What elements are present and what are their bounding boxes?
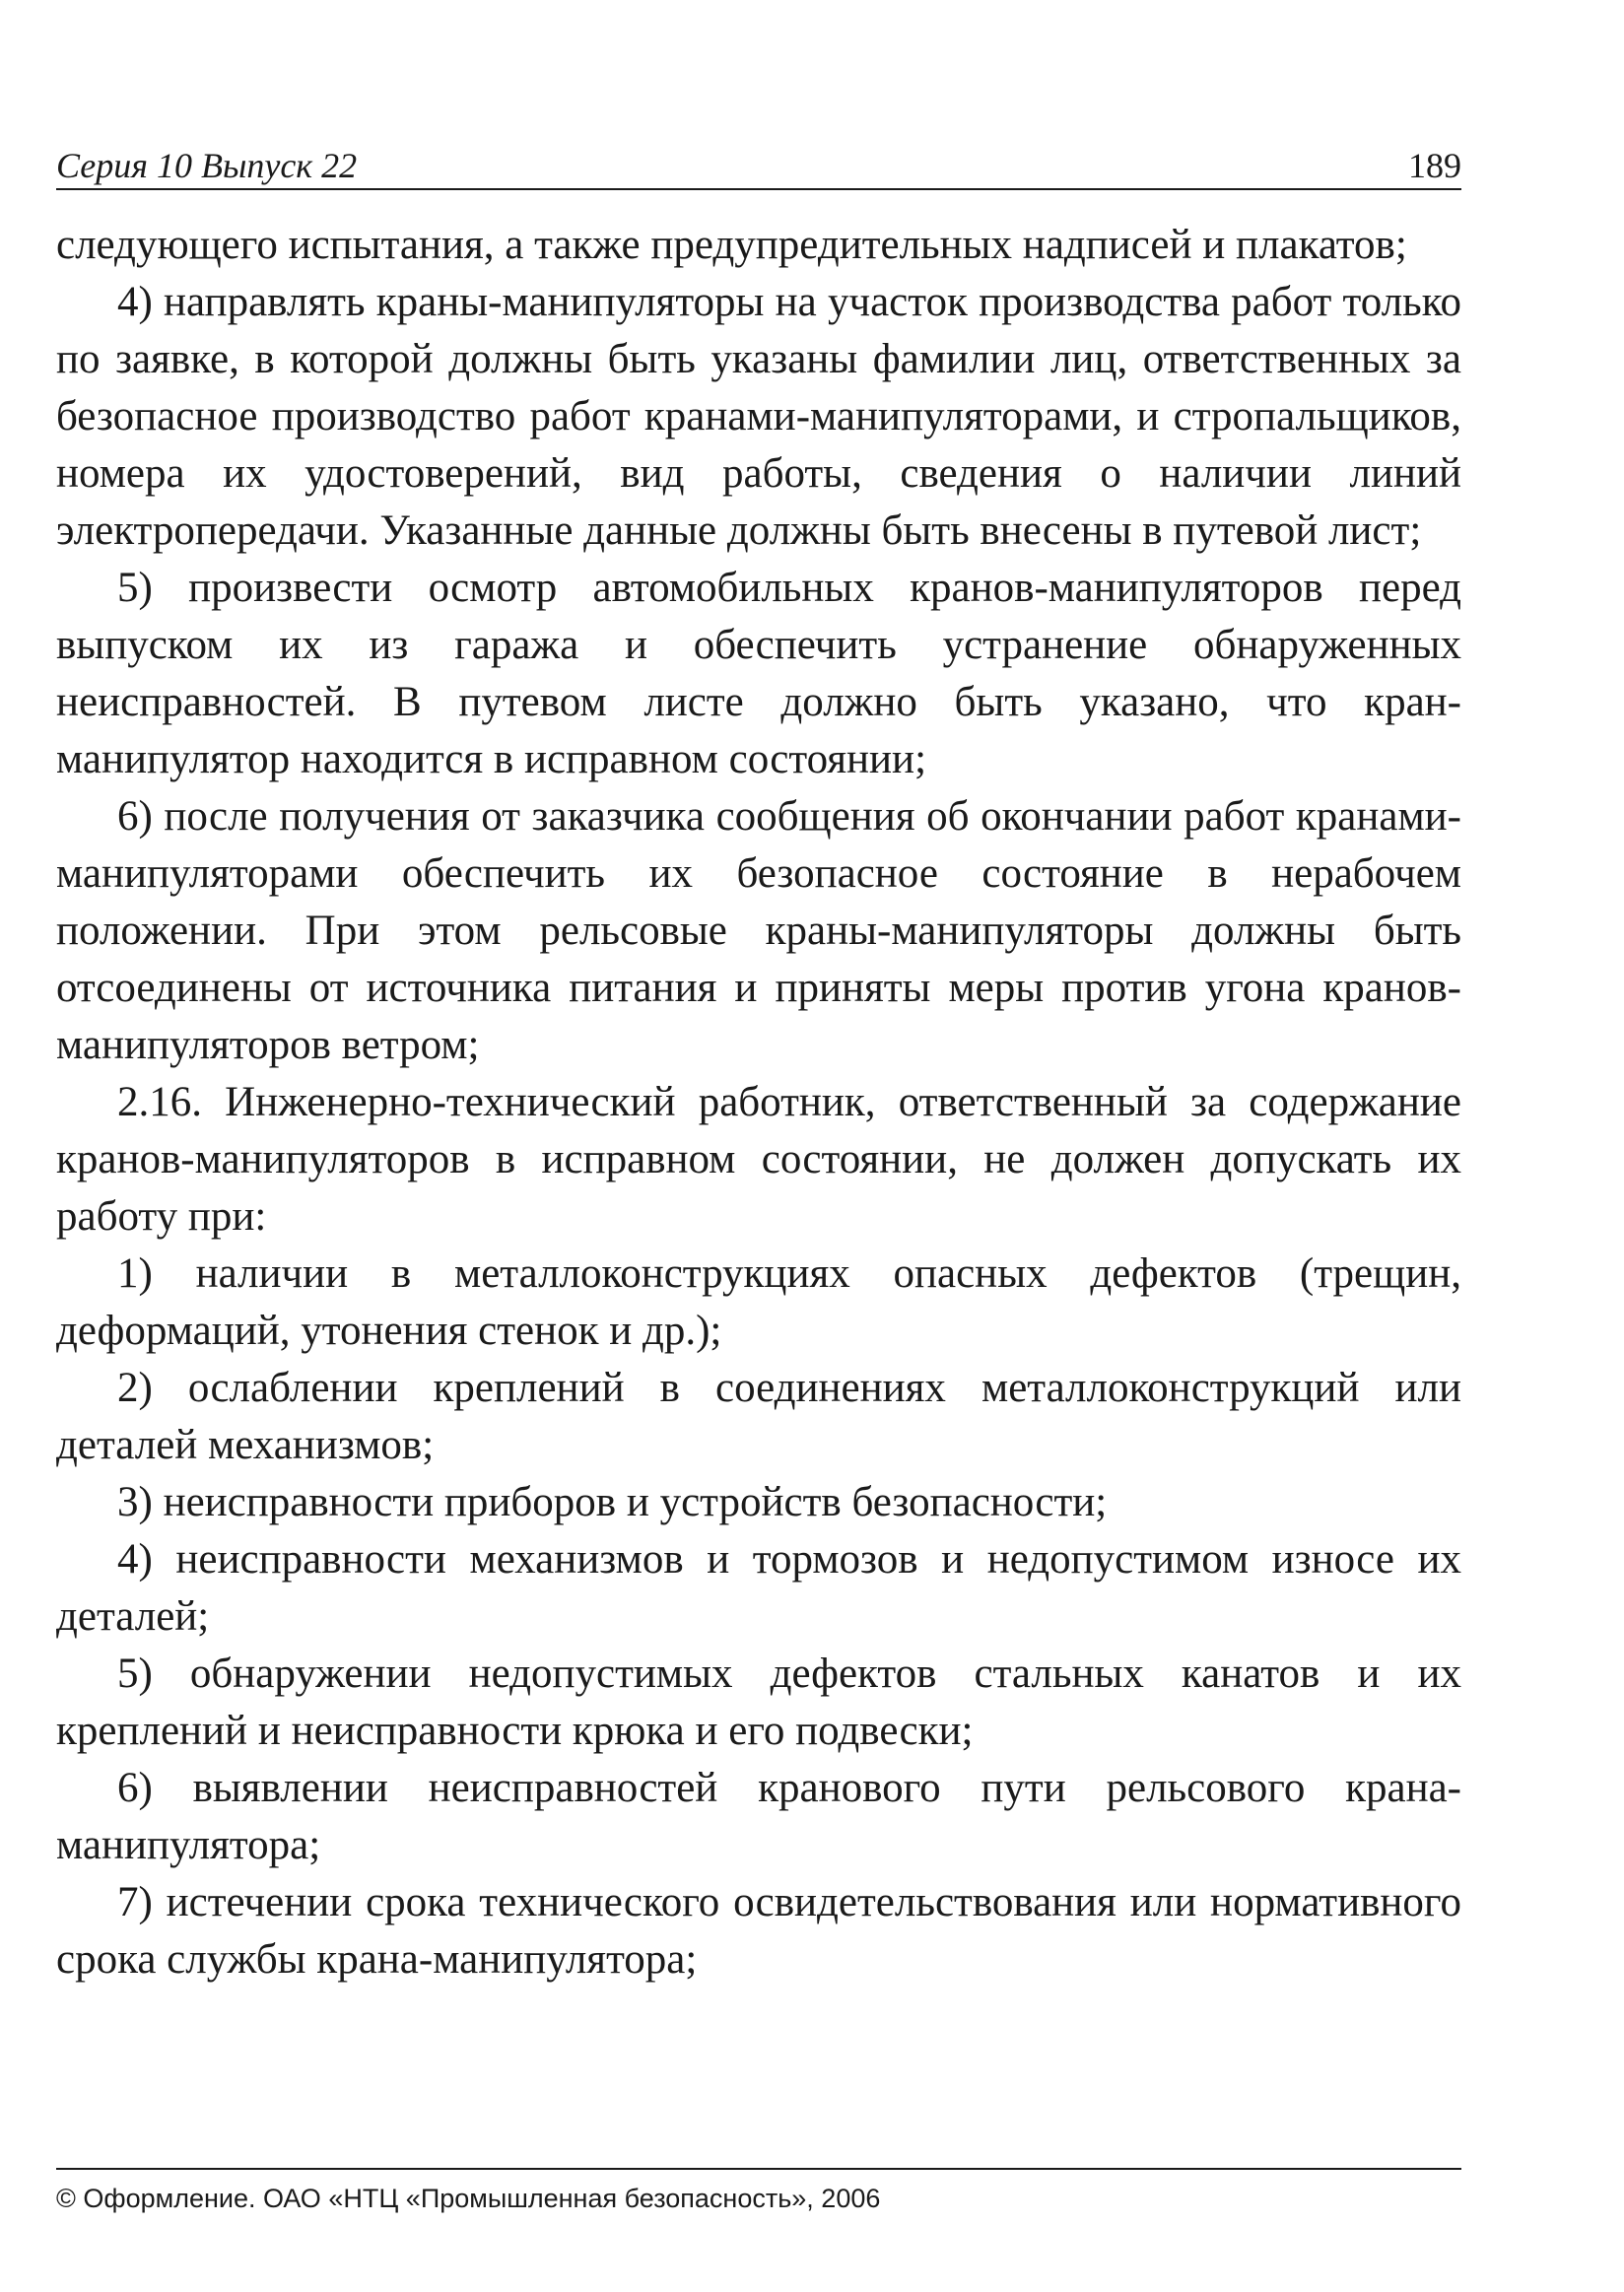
paragraph-condition-3: 3) неисправности приборов и устройств безопасности; <box>117 1479 1108 1525</box>
paragraph-item-5-inspect-cranes: 5) произвести осмотр автомобильных кранов-манипуляторов перед выпуском их из гаража и обеспечить устранение обнаруженных неисправностей. В путевом листе должно быть указано, что кран-манипулятор находится в исправном состоянии; <box>56 565 1461 782</box>
running-header <box>56 143 1461 190</box>
paragraph-condition-2: 2) ослаблении креплений в соединениях металлоконструкций или деталей механизмов; <box>56 1365 1461 1468</box>
header-series-title: Серия 10 Выпуск 22 <box>56 146 358 185</box>
page-footer <box>56 2168 1461 2215</box>
paragraph-condition-1: 1) наличии в металлоконструкциях опасных дефектов (трещин, деформаций, утонения стенок и др.); <box>56 1250 1461 1354</box>
footer-copyright: © Оформление. ОАО «НТЦ «Промышленная безопасность», 2006 <box>56 2184 881 2213</box>
paragraph-item-6-safe-state: 6) после получения от заказчика сообщения об окончании работ кранами-манипуляторами обеспечить их безопасное состояние в нерабочем положении. При этом рельсовые краны-манипуляторы должны быть отсоединены от источника питания и приняты меры против угона кранов-манипуляторов ветром; <box>56 793 1461 1068</box>
body-text <box>56 217 1461 1989</box>
page-number: 189 <box>1408 146 1461 185</box>
paragraph-condition-7: 7) истечении срока технического освидетельствования или нормативного срока службы крана-манипулятора; <box>56 1879 1461 1983</box>
paragraph-item-4-assign-cranes: 4) направлять краны-манипуляторы на участок производства работ только по заявке, в которой должны быть указаны фамилии лиц, ответственных за безопасное производство работ кранами-манипуляторами, и стропальщиков, номера их удостоверений, вид работы, сведения о наличии линий электропередачи. Указанные данные должны быть внесены в путевой лист; <box>56 279 1461 554</box>
paragraph-condition-4: 4) неисправности механизмов и тормозов и недопустимом износе их деталей; <box>56 1536 1461 1640</box>
paragraph-continuation: следующего испытания, а также предупредительных надписей и плакатов; <box>56 222 1407 268</box>
paragraph-condition-6: 6) выявлении неисправностей кранового пути рельсового крана-манипулятора; <box>56 1765 1461 1868</box>
paragraph-condition-5: 5) обнаружении недопустимых дефектов стальных канатов и их креплений и неисправности крюка и его подвески; <box>56 1651 1461 1754</box>
paragraph-section-2-16: 2.16. Инженерно-технический работник, ответственный за содержание кранов-манипуляторов в исправном состоянии, не должен допускать их работу при: <box>56 1079 1461 1240</box>
